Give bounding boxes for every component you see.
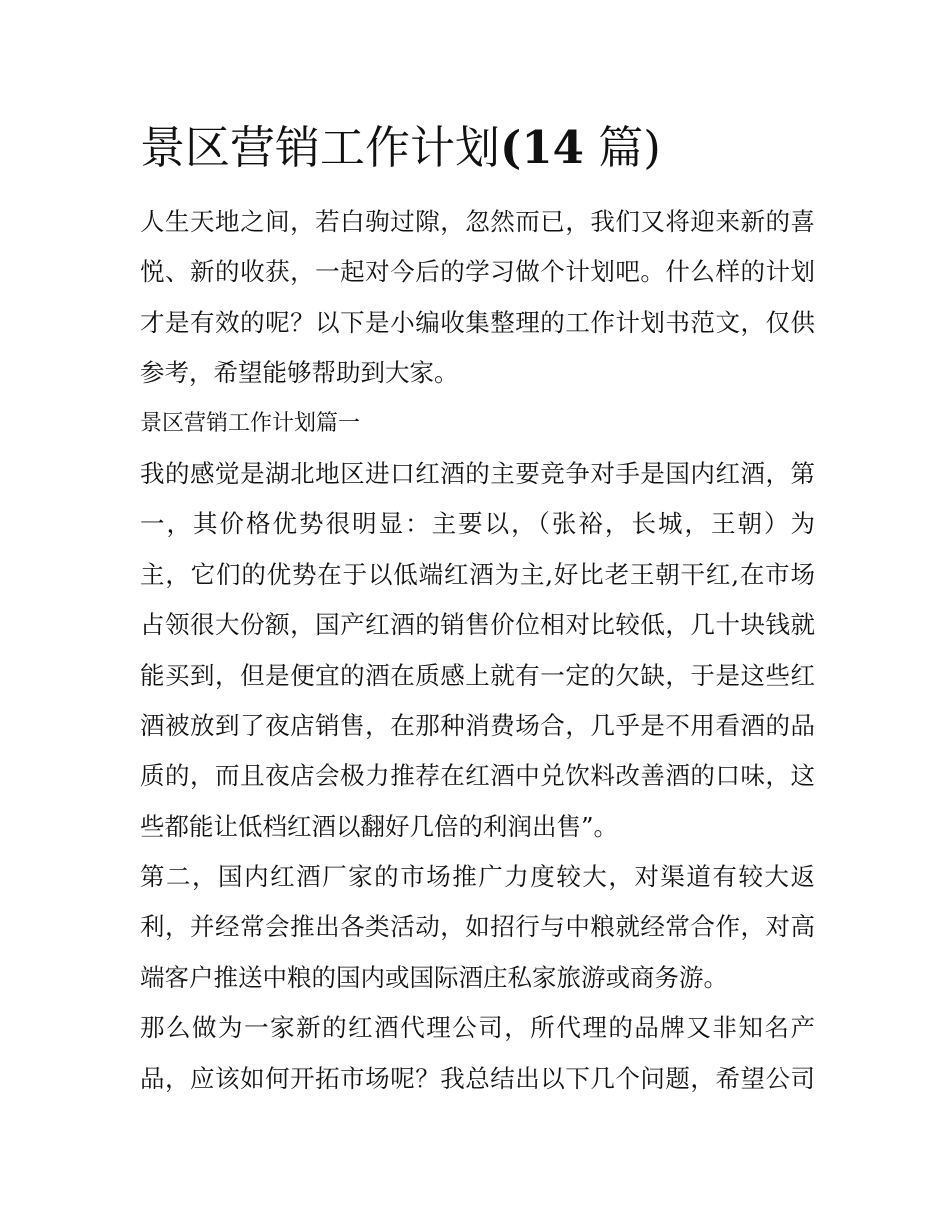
intro-line-3: 才是有效的呢？以下是小编收集整理的工作计划书范文，仅供	[140, 307, 815, 337]
paragraph-2-line-2: 利，并经常会推出各类活动，如招行与中粮就经常合作，对高	[140, 912, 815, 942]
paragraph-3-line-2: 品，应该如何开拓市场呢？我总结出以下几个问题，希望公司	[140, 1063, 815, 1093]
title-count: 14	[521, 121, 584, 174]
paragraph-2-line-1: 第二，国内红酒厂家的市场推广力度较大，对渠道有较大返	[140, 862, 815, 892]
intro-line-4: 参考，希望能够帮助到大家。	[140, 358, 459, 388]
paragraph-1	[140, 449, 815, 852]
paragraph-1-line-5: 能买到，但是便宜的酒在质感上就有一定的欠缺，于是这些红	[140, 660, 815, 690]
paragraph-1-line-2: 一，其价格优势很明显：主要以，（张裕，长城，王朝）为	[140, 509, 815, 539]
paragraph-3	[140, 1003, 815, 1104]
section-heading: 景区营销工作计划篇一	[140, 410, 361, 436]
title-main: 景区营销工作计划	[140, 121, 501, 174]
intro-paragraph	[140, 197, 815, 399]
document-body	[140, 197, 815, 1104]
intro-line-2: 悦、新的收获，一起对今后的学习做个计划吧。什么样的计划	[140, 257, 815, 287]
paragraph-1-line-7: 质的，而且夜店会极力推荐在红酒中兑饮料改善酒的口味，这	[140, 761, 815, 791]
intro-line-1: 人生天地之间，若白驹过隙，忽然而已，我们又将迎来新的喜	[140, 207, 815, 236]
paragraph-1-line-3: 主，它们的优势在于以低端红酒为主,好比老王朝干红,在市场	[140, 559, 815, 589]
document-title	[140, 118, 820, 178]
paragraph-2-line-3: 端客户推送中粮的国内或国际酒庄私家旅游或商务游。	[140, 962, 728, 992]
title-unit: 篇)	[583, 121, 661, 174]
paragraph-1-line-4: 占领很大份额，国产红酒的销售价位相对比较低，几十块钱就	[140, 610, 815, 640]
paragraph-1-line-1: 我的感觉是湖北地区进口红酒的主要竞争对手是国内红酒，第	[140, 458, 815, 488]
paragraph-1-line-6: 酒被放到了夜店销售，在那种消费场合，几乎是不用看酒的品	[140, 710, 815, 740]
title-paren-open: (	[500, 121, 522, 174]
paragraph-1-line-8: 些都能让低档红酒以翻好几倍的利润出售”。	[140, 811, 619, 841]
paragraph-2	[140, 852, 815, 1003]
paragraph-3-line-1: 那么做为一家新的红酒代理公司，所代理的品牌又非知名产	[140, 1013, 815, 1043]
